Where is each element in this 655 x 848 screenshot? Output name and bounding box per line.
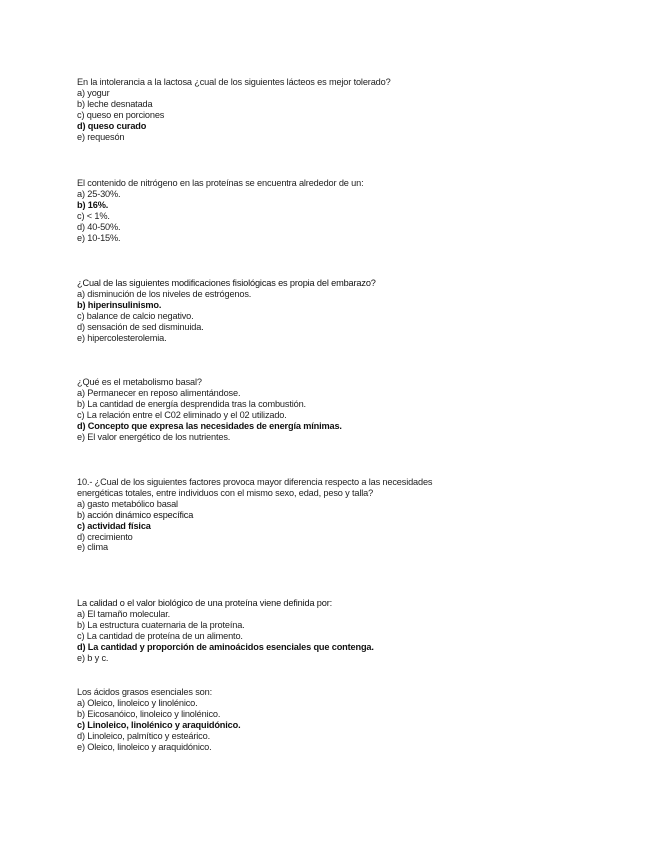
- question-stem: 10.- ¿Cual de los siguientes factores provoca mayor diferencia respecto a las necesidades energéticas totales, entre individuos con el mismo sexo, edad, peso y talla?: [77, 477, 433, 498]
- answer-option: e) clima: [77, 542, 108, 553]
- answer-option: d) sensación de sed disminuida.: [77, 321, 204, 332]
- answer-option: a) yogur: [77, 87, 110, 98]
- answer-option-correct: d) La cantidad y proporción de aminoácidos esenciales que contenga.: [77, 641, 374, 652]
- answer-option-correct: d) Concepto que expresa las necesidades de energía mínimas.: [77, 420, 342, 431]
- answer-option: c) queso en porciones: [77, 109, 165, 120]
- question-stem: La calidad o el valor biológico de una proteína viene definida por:: [77, 598, 333, 608]
- question-stem: En la intolerancia a la lactosa ¿cual de los siguientes lácteos es mejor tolerado?: [77, 77, 391, 87]
- question-stem: Los ácidos grasos esenciales son:: [77, 687, 212, 697]
- question-block: [77, 477, 439, 553]
- answer-option: e) requesón: [77, 131, 125, 142]
- answer-option: a) gasto metabólico basal: [77, 498, 178, 509]
- answer-option-correct: d) queso curado: [77, 120, 147, 131]
- answer-option-correct: c) actividad física: [77, 520, 151, 531]
- answer-option: b) La estructura cuaternaria de la proteína.: [77, 619, 245, 630]
- answer-option: a) Permanecer en reposo alimentándose.: [77, 387, 241, 398]
- answer-option: b) La cantidad de energía desprendida tras la combustión.: [77, 398, 306, 409]
- answer-option: c) < 1%.: [77, 210, 110, 221]
- answer-option-correct: b) 16%.: [77, 199, 109, 210]
- answer-option: c) balance de calcio negativo.: [77, 310, 194, 321]
- question-stem: El contenido de nitrógeno en las proteínas se encuentra alrededor de un:: [77, 178, 364, 188]
- answer-option: e) hipercolesterolemia.: [77, 332, 167, 343]
- question-block: [77, 77, 447, 142]
- answer-option: d) 40-50%.: [77, 221, 121, 232]
- question-block: [77, 178, 447, 243]
- answer-option: a) 25-30%.: [77, 188, 121, 199]
- answer-option: e) 10-15%.: [77, 232, 121, 243]
- answer-option: e) b y c.: [77, 652, 109, 663]
- question-stem: ¿Cual de las siguientes modificaciones fisiológicas es propia del embarazo?: [77, 278, 376, 288]
- answer-option: d) Linoleico, palmítico y esteárico.: [77, 730, 210, 741]
- answer-option: b) Eicosanóico, linoleico y linolénico.: [77, 708, 221, 719]
- answer-option-correct: c) Linoleico, linolénico y araquidónico.: [77, 719, 241, 730]
- answer-option: b) leche desnatada: [77, 98, 153, 109]
- question-block: [77, 278, 447, 343]
- answer-option: a) Oleico, linoleico y linolénico.: [77, 697, 198, 708]
- answer-option: c) La relación entre el C02 eliminado y el 02 utilizado.: [77, 409, 287, 420]
- question-stem: ¿Qué es el metabolismo basal?: [77, 377, 202, 387]
- answer-option: e) Oleico, linoleico y araquidónico.: [77, 741, 212, 752]
- answer-option: d) crecimiento: [77, 531, 133, 542]
- answer-option: a) El tamaño molecular.: [77, 608, 171, 619]
- answer-option: b) acción dinámico específica: [77, 509, 194, 520]
- answer-option: a) disminución de los niveles de estrógenos.: [77, 288, 252, 299]
- answer-option-correct: b) hiperinsulinismo.: [77, 299, 162, 310]
- question-block: [77, 377, 447, 442]
- question-block: [77, 687, 447, 752]
- answer-option: c) La cantidad de proteína de un alimento.: [77, 630, 243, 641]
- answer-option: e) El valor energético de los nutrientes.: [77, 431, 231, 442]
- question-block: [77, 598, 447, 663]
